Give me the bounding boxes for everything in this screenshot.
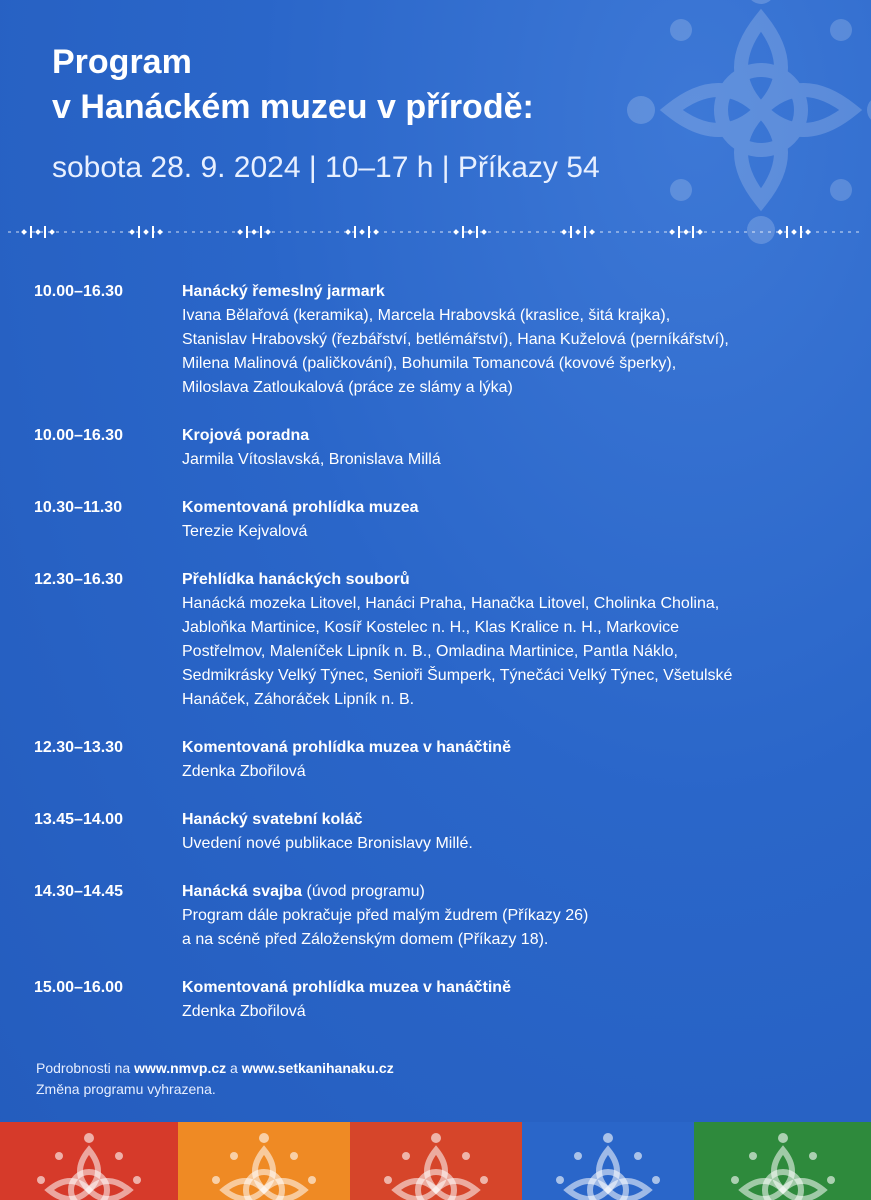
program-item-description-line: Uvedení nové publikace Bronislavy Millé.	[182, 835, 473, 852]
divider-motif-icon	[561, 226, 595, 238]
divider-motif-icon	[777, 226, 811, 238]
folk-flower-icon	[29, 1130, 149, 1200]
program-item	[34, 568, 844, 712]
program-item-title-line	[182, 280, 844, 304]
program-item	[34, 808, 844, 856]
program-list	[34, 280, 844, 1048]
program-item-description-line: Hanáček, Záhoráček Lipník n. B.	[182, 691, 415, 708]
program-item-title-line	[182, 496, 844, 520]
program-item-title: Přehlídka hanáckých souborů	[182, 571, 410, 588]
page-title	[52, 40, 534, 130]
program-item	[34, 880, 844, 952]
program-item-description-line: Terezie Kejvalová	[182, 523, 308, 540]
footer-details	[36, 1058, 394, 1079]
program-item-details	[182, 808, 844, 856]
program-item-time: 12.30–13.30	[34, 739, 123, 756]
decorative-color-band	[0, 1122, 871, 1200]
program-item-details	[182, 736, 844, 784]
program-item-title-line	[182, 736, 844, 760]
program-item-description-line: Postřelmov, Maleníček Lipník n. B., Omladina Martinice, Pantla Náklo,	[182, 643, 678, 660]
link-nmvp[interactable]: www.nmvp.cz	[134, 1060, 227, 1076]
divider-motif-icon	[129, 226, 163, 238]
divider-motif-icon	[669, 226, 703, 238]
program-item-title-line	[182, 976, 844, 1000]
program-item-title: Hanácká svajba	[182, 883, 303, 900]
program-item-details	[182, 880, 844, 952]
program-item	[34, 976, 844, 1024]
color-tile	[178, 1122, 350, 1200]
program-item-details	[182, 280, 844, 400]
divider-motif-icon	[453, 226, 487, 238]
program-item-description-line: Hanácká mozeka Litovel, Hanáci Praha, Hanačka Litovel, Cholinka Cholina,	[182, 595, 720, 612]
divider-motif-icon	[237, 226, 271, 238]
program-item-title: Komentovaná prohlídka muzea v hanáčtině	[182, 979, 511, 996]
program-item-time: 10.00–16.30	[34, 283, 123, 300]
program-item-title-note: (úvod programu)	[302, 883, 425, 900]
program-item-title-line	[182, 880, 844, 904]
program-item-time: 15.00–16.00	[34, 979, 123, 996]
program-item	[34, 496, 844, 544]
program-item-description-line: Milena Malinová (paličkování), Bohumila Tomancová (kovové šperky),	[182, 355, 677, 372]
color-tile	[522, 1122, 694, 1200]
program-item-details	[182, 568, 844, 712]
program-item-time: 14.30–14.45	[34, 883, 123, 900]
title-line-1: Program	[52, 43, 192, 81]
program-item-description-line: Program dále pokračuje před malým žudrem (Příkazy 26)	[182, 907, 589, 924]
event-date-time-place: sobota 28. 9. 2024 | 10–17 h | Příkazy 54	[52, 151, 600, 184]
program-item-description-line: Jabloňka Martinice, Kosíř Kostelec n. H., Klas Kralice n. H., Markovice	[182, 619, 680, 636]
program-item-description-line: Zdenka Zbořilová	[182, 1003, 306, 1020]
program-item	[34, 424, 844, 472]
folk-flower-icon	[548, 1130, 668, 1200]
divider-motif-icon	[345, 226, 379, 238]
program-item-title-line	[182, 568, 844, 592]
program-item-time: 10.30–11.30	[34, 499, 123, 516]
program-item-description-line: Zdenka Zbořilová	[182, 763, 306, 780]
program-item-title-line	[182, 808, 844, 832]
color-tile	[0, 1122, 178, 1200]
program-item-description-line: Ivana Bělařová (keramika), Marcela Hrabovská (kraslice, šitá krajka),	[182, 307, 671, 324]
folk-flower-icon	[723, 1130, 843, 1200]
folk-flower-icon	[204, 1130, 324, 1200]
program-item-title: Hanácký svatební koláč	[182, 811, 363, 828]
divider-motif-icon	[21, 226, 55, 238]
program-item-time: 13.45–14.00	[34, 811, 123, 828]
footer-note: Změna programu vyhrazena.	[36, 1081, 216, 1097]
program-item-time: 10.00–16.30	[34, 427, 123, 444]
program-item-description-line: Sedmikrásky Velký Týnec, Senioři Šumperk, Týnečáci Velký Týnec, Všetulské	[182, 667, 733, 684]
folk-flower-ornament-icon	[611, 0, 871, 260]
program-item-details	[182, 976, 844, 1024]
program-item-title-line	[182, 424, 844, 448]
program-item-title: Krojová poradna	[182, 427, 310, 444]
title-line-2: v Hanáckém muzeu v přírodě:	[52, 88, 534, 126]
program-item-description-line: Miloslava Zatloukalová (práce ze slámy a lýka)	[182, 379, 513, 396]
color-tile	[350, 1122, 522, 1200]
footer-prefix: Podrobnosti na	[36, 1060, 135, 1076]
program-item-title: Komentovaná prohlídka muzea	[182, 499, 419, 516]
program-item-description-line: Stanislav Hrabovský (řezbářství, betlémářství), Hana Kuželová (perníkářství),	[182, 331, 729, 348]
program-item	[34, 736, 844, 784]
footer-connector: a	[226, 1060, 242, 1076]
program-item-time: 12.30–16.30	[34, 571, 123, 588]
program-item-title: Komentovaná prohlídka muzea v hanáčtině	[182, 739, 511, 756]
color-tile	[694, 1122, 871, 1200]
program-item-details	[182, 424, 844, 472]
link-setkanihanaku[interactable]: www.setkanihanaku.cz	[241, 1060, 394, 1076]
footer	[36, 1058, 394, 1100]
program-item	[34, 280, 844, 400]
program-item-details	[182, 496, 844, 544]
ornamental-divider	[8, 222, 863, 242]
program-item-title: Hanácký řemeslný jarmark	[182, 283, 385, 300]
folk-flower-icon	[376, 1130, 496, 1200]
program-item-description-line: a na scéně před Záloženským domem (Příkazy 18).	[182, 931, 549, 948]
program-item-description-line: Jarmila Vítoslavská, Bronislava Millá	[182, 451, 441, 468]
